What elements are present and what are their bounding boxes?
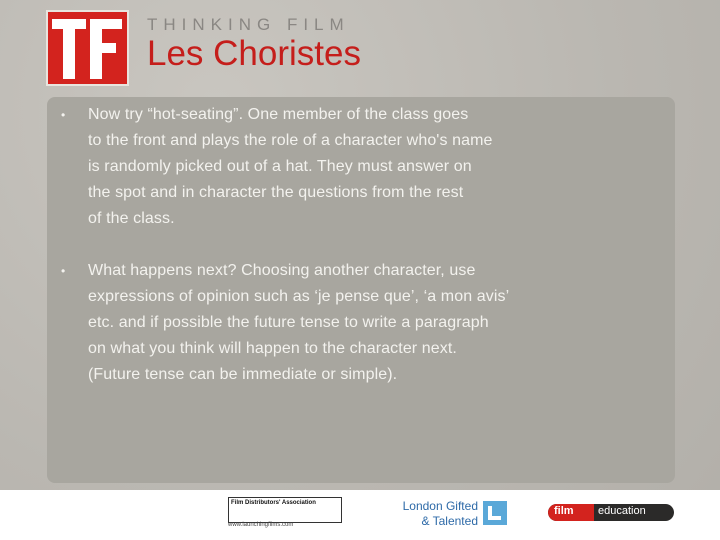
lgt-line2: & Talented xyxy=(421,514,478,528)
lgt-logo-icon xyxy=(483,501,507,525)
bullet-marker: • xyxy=(61,264,66,278)
page-title: Les Choristes xyxy=(147,34,361,73)
bullet-text: What happens next? Choosing another character, use expressions of opinion such as ‘je pense que’, ‘a mon avis’ etc. and if possible the future tense to write a paragraph on what you think will happen to the character next. (Future tense can be immediate or simple). xyxy=(88,262,510,383)
logo-f-middle xyxy=(90,43,116,53)
lgt-wordmark xyxy=(388,499,478,529)
fe-part2: education xyxy=(598,505,646,517)
lgt-line1: London Gifted xyxy=(402,499,478,513)
brand-wordmark: THINKING FILM xyxy=(147,15,350,34)
logo-f-top xyxy=(90,19,122,29)
fda-logo xyxy=(228,497,342,523)
fda-url: www.launchingfilms.com xyxy=(228,522,294,528)
film-education-logo xyxy=(548,504,674,521)
fda-name: Film Distributors' Association xyxy=(231,500,316,506)
thinking-film-logo xyxy=(46,10,129,86)
bullet-marker: • xyxy=(61,108,66,122)
fe-part1: film xyxy=(554,505,574,517)
logo-t-stem xyxy=(63,19,75,79)
content-panel xyxy=(47,97,675,483)
bullet-text: Now try “hot-seating”. One member of the class goes to the front and plays the role of a character who's name is randomly picked out of a hat. They must answer on the spot and in character the questions from the rest of the class. xyxy=(88,106,493,227)
